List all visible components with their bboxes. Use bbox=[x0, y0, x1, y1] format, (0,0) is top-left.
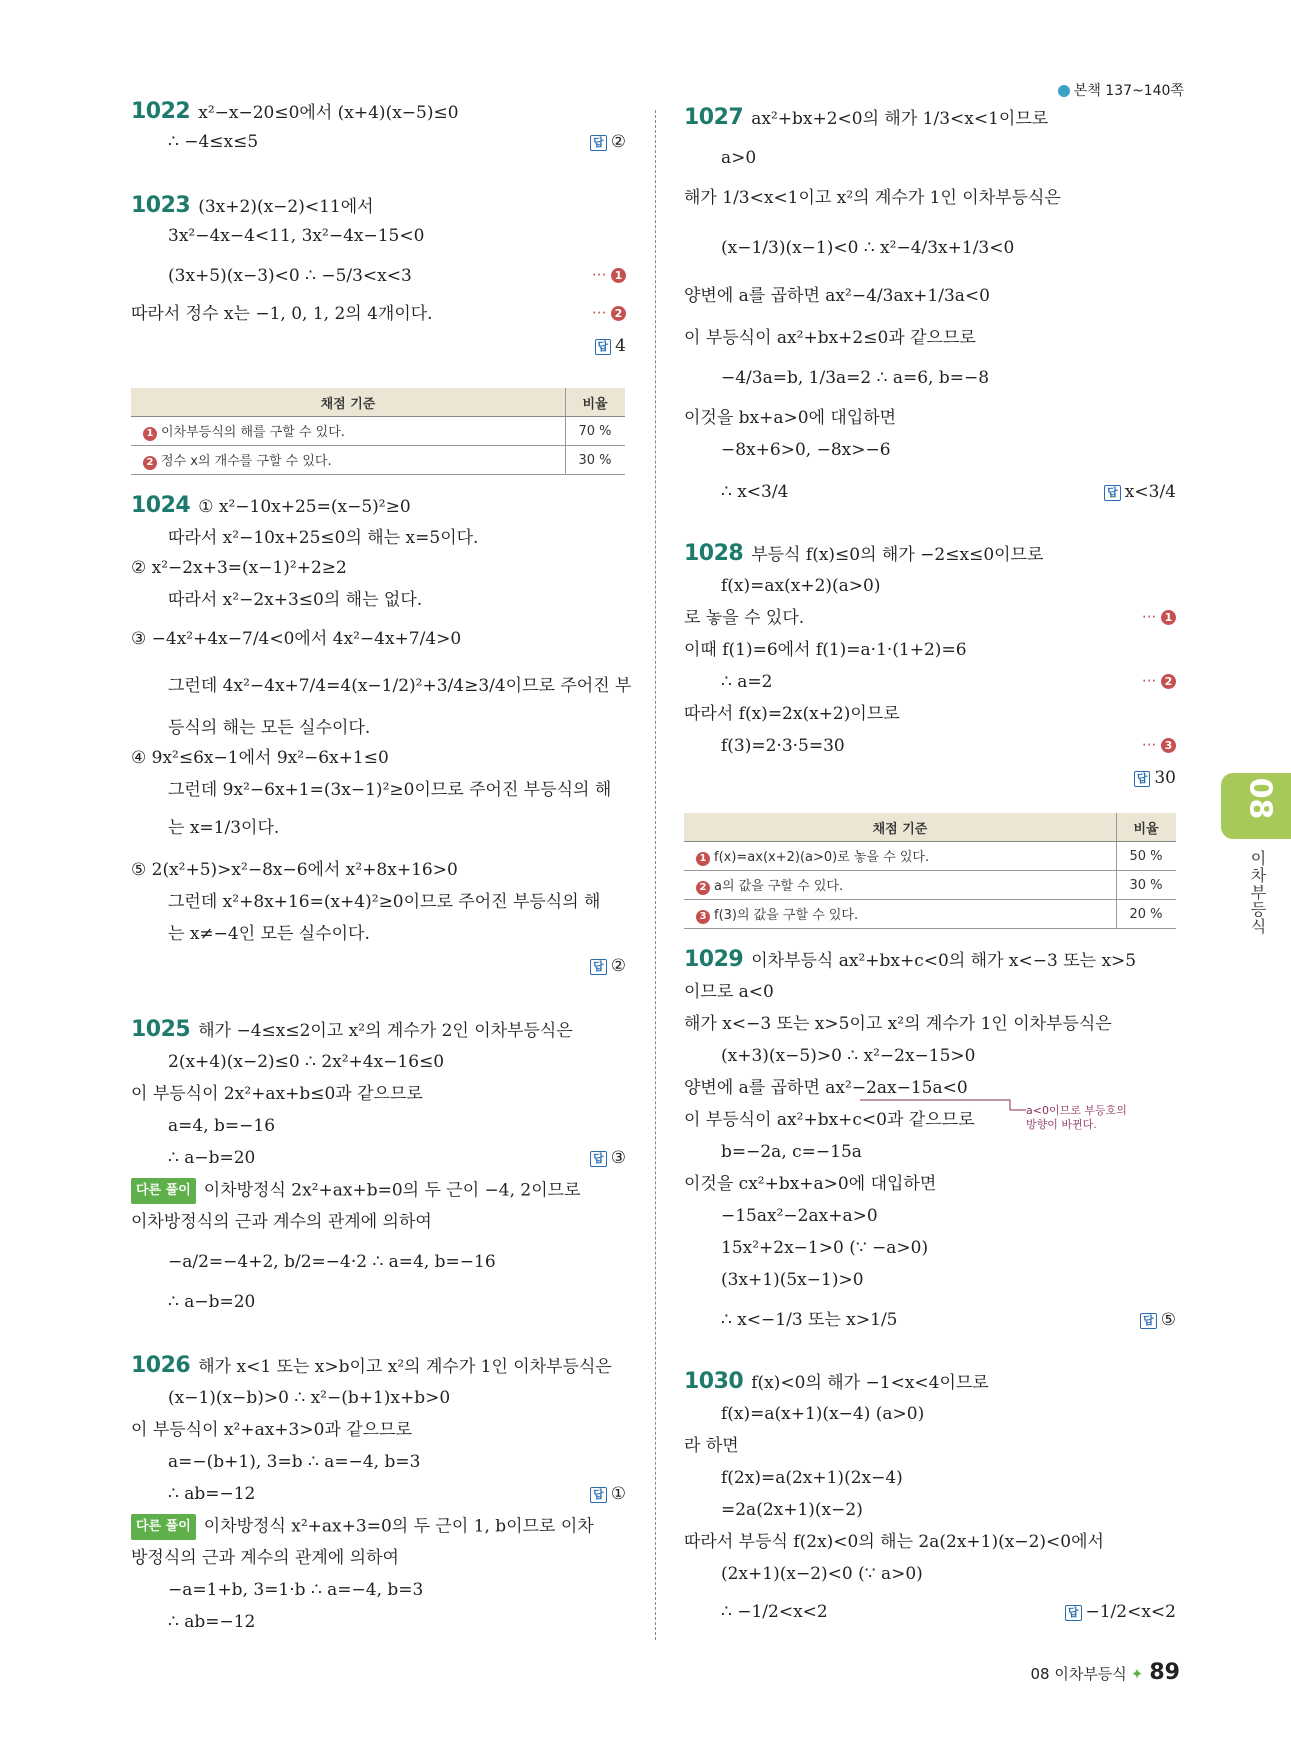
line-text: −a/2=−4+2, b/2=−4·2 ∴ a=4, b=−16 bbox=[168, 1252, 496, 1272]
line-text: 이차방정식 2x²+ax+b=0의 두 근이 −4, 2이므로 bbox=[203, 1180, 581, 1201]
solution-line bbox=[684, 438, 891, 462]
solution-line bbox=[131, 674, 631, 698]
solution-line bbox=[684, 1140, 862, 1164]
line-text: 해가 −4≤x≤2이고 x²의 계수가 2인 이차부등식은 bbox=[198, 1021, 573, 1041]
line-text: a=−(b+1), 3=b ∴ a=−4, b=3 bbox=[168, 1452, 421, 1472]
line-text: a>0 bbox=[721, 148, 757, 168]
solution-line bbox=[684, 1044, 976, 1068]
line-text: f(x)<0의 해가 −1<x<4이므로 bbox=[751, 1373, 989, 1393]
line-text: ∴ a=2 bbox=[721, 672, 773, 692]
answer-value: 4 bbox=[615, 336, 626, 356]
answer bbox=[1134, 768, 1176, 788]
problem-number: 1026 bbox=[131, 1353, 191, 1378]
solution-line bbox=[131, 1418, 412, 1442]
line-text: ∴ ab=−12 bbox=[168, 1484, 256, 1504]
solution-line bbox=[131, 1546, 399, 1570]
answer-tag: 답 bbox=[590, 959, 607, 975]
line-text: (3x+2)(x−2)<11에서 bbox=[198, 197, 374, 217]
line-text: 이차방정식 x²+ax+3=0의 두 근이 1, b이므로 이차 bbox=[203, 1516, 594, 1537]
answer-value: ① bbox=[610, 1484, 626, 1504]
chapter-number: 08 bbox=[1242, 777, 1278, 820]
line-text: 이때 f(1)=6에서 f(1)=a·1·(1+2)=6 bbox=[684, 640, 967, 660]
solution-line bbox=[131, 816, 279, 840]
line-text: ∴ a−b=20 bbox=[168, 1148, 256, 1168]
column-divider bbox=[655, 110, 656, 1640]
line-text: x²−x−20≤0에서 (x+4)(x−5)≤0 bbox=[198, 103, 459, 123]
step-marker: ··· 1 bbox=[592, 266, 626, 284]
solution-line bbox=[684, 1530, 1104, 1554]
step-number: 3 bbox=[1161, 738, 1176, 753]
solution-line bbox=[131, 1610, 255, 1634]
line-text: 그런데 4x²−4x+7/4=4(x−1/2)²+3/4≥3/4이므로 주어진 부 bbox=[168, 676, 632, 696]
step-number: 1 bbox=[143, 427, 157, 441]
line-text: 방정식의 근과 계수의 관계에 의하여 bbox=[131, 1548, 399, 1568]
answer-value: ③ bbox=[610, 1148, 626, 1168]
grading-ratio: 70 % bbox=[566, 417, 626, 446]
grading-criterion bbox=[684, 842, 1117, 871]
header-ref-text: 본책 137~140쪽 bbox=[1073, 83, 1184, 99]
line-text: 이것을 cx²+bx+a>0에 대입하면 bbox=[684, 1174, 937, 1194]
problem-number: 1027 bbox=[684, 105, 744, 130]
grading-criterion bbox=[684, 900, 1117, 929]
grading-ratio: 30 % bbox=[566, 446, 626, 475]
line-text: 따라서 부등식 f(2x)<0의 해는 2a(2x+1)(x−2)<0에서 bbox=[684, 1532, 1104, 1552]
solution-line bbox=[684, 734, 845, 758]
solution-line bbox=[684, 1434, 739, 1458]
line-text: 부등식 f(x)≤0의 해가 −2≤x≤0이므로 bbox=[751, 545, 1044, 565]
solution-line bbox=[131, 1578, 423, 1602]
line-text: 는 x≠−4인 모든 실수이다. bbox=[168, 924, 370, 944]
solution-line bbox=[131, 1386, 450, 1410]
solution-line bbox=[131, 526, 478, 550]
solution-line bbox=[131, 100, 459, 125]
line-text: ∴ ab=−12 bbox=[168, 1612, 256, 1632]
line-text: 라 하면 bbox=[684, 1436, 739, 1456]
line-text: (x+3)(x−5)>0 ∴ x²−2x−15>0 bbox=[721, 1046, 976, 1066]
grading-table-1028 bbox=[684, 813, 1176, 929]
answer bbox=[595, 336, 626, 356]
answer bbox=[1065, 1602, 1176, 1622]
line-text: 그런데 x²+8x+16=(x+4)²≥0이므로 주어진 부등식의 해 bbox=[168, 892, 601, 912]
solution-line bbox=[684, 106, 1048, 131]
solution-line bbox=[684, 1600, 828, 1624]
solution-line bbox=[131, 1082, 423, 1106]
answer-value: 30 bbox=[1154, 768, 1176, 788]
line-text: 등식의 해는 모든 실수이다. bbox=[168, 718, 371, 738]
solution-line bbox=[684, 326, 976, 350]
grading-ratio: 30 % bbox=[1117, 871, 1177, 900]
line-text: 이차부등식 ax²+bx+c<0의 해가 x<−3 또는 x>5 bbox=[751, 951, 1137, 971]
answer bbox=[590, 1148, 626, 1168]
line-text: ③ −4x²+4x−7/4<0에서 4x²−4x+7/4>0 bbox=[131, 629, 462, 649]
solution-line bbox=[684, 574, 880, 598]
footer-chapter: 08 이차부등식 bbox=[1030, 1665, 1127, 1683]
annotation-note-1029: a<0이므로 부등호의 방향이 바뀐다. bbox=[1026, 1104, 1127, 1131]
line-text: 따라서 f(x)=2x(x+2)이므로 bbox=[684, 704, 900, 724]
step-marker: ··· 2 bbox=[1142, 672, 1176, 690]
line-text: 는 x=1/3이다. bbox=[168, 818, 280, 838]
step-number: 2 bbox=[1161, 674, 1176, 689]
solution-line bbox=[131, 1514, 594, 1540]
solution-line bbox=[131, 1018, 573, 1043]
line-text: ∴ a−b=20 bbox=[168, 1292, 256, 1312]
answer bbox=[590, 956, 626, 976]
solution-line bbox=[684, 1236, 928, 1260]
solution-line bbox=[131, 778, 611, 802]
answer bbox=[1104, 482, 1176, 502]
solution-line bbox=[684, 980, 774, 1004]
grading-header-ratio: 비율 bbox=[566, 388, 626, 417]
answer-tag: 답 bbox=[590, 1151, 607, 1167]
grading-header-criteria: 채점 기준 bbox=[131, 388, 566, 417]
answer-value: ② bbox=[610, 132, 626, 152]
grading-header-criteria: 채점 기준 bbox=[684, 813, 1117, 842]
solution-line bbox=[684, 1308, 898, 1332]
solution-line bbox=[131, 1482, 255, 1506]
line-text: 이 부등식이 ax²+bx+2≤0과 같으므로 bbox=[684, 328, 976, 348]
problem-number: 1023 bbox=[131, 193, 191, 218]
line-text: ① x²−10x+25=(x−5)²≥0 bbox=[198, 497, 411, 517]
step-marker: ··· 3 bbox=[1142, 736, 1176, 754]
line-text: ② x²−2x+3=(x−1)²+2≥2 bbox=[131, 558, 347, 578]
answer-tag: 답 bbox=[590, 135, 607, 151]
solution-line bbox=[131, 922, 370, 946]
grading-row bbox=[684, 871, 1176, 900]
problem-number: 1024 bbox=[131, 493, 191, 518]
grading-criterion bbox=[684, 871, 1117, 900]
answer-value: x<3/4 bbox=[1124, 482, 1176, 502]
line-text: 그런데 9x²−6x+1=(3x−1)²≥0이므로 주어진 부등식의 해 bbox=[168, 780, 612, 800]
line-text: ax²+bx+2<0의 해가 1/3<x<1이므로 bbox=[751, 109, 1049, 129]
line-text: b=−2a, c=−15a bbox=[721, 1142, 862, 1162]
criterion-text: a의 값을 구할 수 있다. bbox=[714, 879, 844, 894]
answer-value: ② bbox=[610, 956, 626, 976]
solution-line bbox=[684, 186, 1061, 210]
line-text: ⑤ 2(x²+5)>x²−8x−6에서 x²+8x+16>0 bbox=[131, 860, 458, 880]
solution-line bbox=[131, 224, 424, 248]
solution-line bbox=[684, 1012, 1112, 1036]
problem-number: 1028 bbox=[684, 541, 744, 566]
line-text: ④ 9x²≤6x−1에서 9x²−6x+1≤0 bbox=[131, 748, 389, 768]
step-number: 1 bbox=[696, 852, 710, 866]
solution-line bbox=[684, 406, 896, 430]
step-number: 2 bbox=[696, 881, 710, 895]
solution-line bbox=[131, 1290, 255, 1314]
line-text: f(2x)=a(2x+1)(2x−4) bbox=[721, 1468, 903, 1488]
solution-line bbox=[684, 236, 1014, 260]
line-text: 양변에 a를 곱하면 ax²−2ax−15a<0 bbox=[684, 1078, 968, 1098]
step-number: 2 bbox=[611, 306, 626, 321]
line-text: 이것을 bx+a>0에 대입하면 bbox=[684, 408, 897, 428]
problem-number: 1030 bbox=[684, 1369, 744, 1394]
header-reference bbox=[1058, 80, 1184, 100]
solution-line bbox=[131, 1250, 496, 1274]
grading-table-1023 bbox=[131, 388, 625, 475]
solution-line bbox=[684, 702, 900, 726]
line-text: 해가 x<−3 또는 x>5이고 x²의 계수가 1인 이차부등식은 bbox=[684, 1014, 1112, 1034]
line-text: =2a(2x+1)(x−2) bbox=[721, 1500, 863, 1520]
answer-tag: 답 bbox=[1140, 1313, 1157, 1329]
step-marker: ··· 1 bbox=[1142, 608, 1176, 626]
solution-line bbox=[131, 302, 433, 326]
solution-line bbox=[131, 588, 422, 612]
grading-row bbox=[131, 446, 625, 475]
solution-line bbox=[131, 1146, 255, 1170]
solution-line bbox=[684, 1172, 936, 1196]
solution-line bbox=[131, 494, 411, 519]
problem-number: 1025 bbox=[131, 1017, 191, 1042]
solution-line bbox=[684, 948, 1136, 973]
solution-line bbox=[131, 1354, 612, 1379]
line-text: −15ax²−2ax+a>0 bbox=[721, 1206, 878, 1226]
answer bbox=[590, 1484, 626, 1504]
line-text: ∴ x<−1/3 또는 x>1/5 bbox=[721, 1310, 898, 1330]
chapter-tab bbox=[1221, 773, 1291, 839]
line-text: 해가 x<1 또는 x>b이고 x²의 계수가 1인 이차부등식은 bbox=[198, 1357, 612, 1377]
solution-line bbox=[131, 1050, 444, 1074]
answer-tag: 답 bbox=[1065, 1605, 1082, 1621]
solution-line bbox=[131, 1450, 420, 1474]
criterion-text: 정수 x의 개수를 구할 수 있다. bbox=[161, 454, 332, 469]
line-text: (3x+5)(x−3)<0 ∴ −5/3<x<3 bbox=[168, 266, 412, 286]
line-text: 15x²+2x−1>0 (∵ −a>0) bbox=[721, 1238, 929, 1258]
solution-line bbox=[131, 1114, 275, 1138]
solution-line bbox=[684, 606, 804, 630]
solution-line bbox=[131, 890, 600, 914]
line-text: 양변에 a를 곱하면 ax²−4/3ax+1/3a<0 bbox=[684, 286, 990, 306]
step-marker: ··· 2 bbox=[592, 304, 626, 322]
line-text: 이차방정식의 근과 계수의 관계에 의하여 bbox=[131, 1212, 432, 1232]
line-text: 이 부등식이 2x²+ax+b≤0과 같으므로 bbox=[131, 1084, 423, 1104]
grading-ratio: 20 % bbox=[1117, 900, 1177, 929]
problem-number: 1022 bbox=[131, 99, 191, 124]
solution-line bbox=[131, 1178, 581, 1204]
answer-value: −1/2<x<2 bbox=[1085, 1602, 1176, 1622]
criterion-text: 이차부등식의 해를 구할 수 있다. bbox=[161, 425, 345, 440]
answer-tag: 답 bbox=[1104, 485, 1121, 501]
line-text: ∴ x<3/4 bbox=[721, 482, 789, 502]
solution-line bbox=[131, 716, 370, 740]
answer-value: ⑤ bbox=[1160, 1310, 1176, 1330]
annotation-bracket bbox=[860, 1094, 1030, 1120]
grading-row bbox=[684, 842, 1176, 871]
line-text: 이므로 a<0 bbox=[684, 982, 774, 1002]
grading-row bbox=[684, 900, 1176, 929]
solution-line bbox=[131, 746, 389, 770]
line-text: ∴ −1/2<x<2 bbox=[721, 1602, 828, 1622]
solution-line bbox=[131, 1210, 432, 1234]
step-number: 1 bbox=[611, 268, 626, 283]
solution-line bbox=[684, 146, 756, 170]
line-text: ∴ −4≤x≤5 bbox=[168, 132, 259, 152]
solution-line bbox=[684, 1402, 924, 1426]
solution-line bbox=[131, 556, 347, 580]
alt-solution-badge: 다른 풀이 bbox=[131, 1178, 196, 1204]
line-text: −a=1+b, 3=1·b ∴ a=−4, b=3 bbox=[168, 1580, 424, 1600]
page-number: 89 bbox=[1149, 1660, 1180, 1685]
line-text: 로 놓을 수 있다. bbox=[684, 608, 805, 628]
step-number: 2 bbox=[143, 456, 157, 470]
step-number: 3 bbox=[696, 910, 710, 924]
answer-tag: 답 bbox=[1134, 771, 1151, 787]
line-text: (3x+1)(5x−1)>0 bbox=[721, 1270, 864, 1290]
line-text: (x−1)(x−b)>0 ∴ x²−(b+1)x+b>0 bbox=[168, 1388, 451, 1408]
grading-criterion bbox=[131, 446, 566, 475]
line-text: f(3)=2·3·5=30 bbox=[721, 736, 845, 756]
solution-line bbox=[684, 1466, 903, 1490]
diamond-icon: ✦ bbox=[1130, 1665, 1144, 1683]
grading-ratio: 50 % bbox=[1117, 842, 1177, 871]
solution-line bbox=[131, 627, 461, 651]
solution-line bbox=[131, 194, 374, 219]
criterion-text: f(x)=ax(x+2)(a>0)로 놓을 수 있다. bbox=[714, 850, 930, 865]
solution-line bbox=[684, 1498, 863, 1522]
criterion-text: f(3)의 값을 구할 수 있다. bbox=[714, 908, 859, 923]
bullet-icon bbox=[1058, 85, 1070, 97]
answer bbox=[590, 132, 626, 152]
solution-line bbox=[684, 542, 1043, 567]
line-text: f(x)=a(x+1)(x−4) (a>0) bbox=[721, 1404, 925, 1424]
answer-tag: 답 bbox=[595, 339, 612, 355]
grading-criterion bbox=[131, 417, 566, 446]
solution-line bbox=[684, 670, 772, 694]
line-text: −8x+6>0, −8x>−6 bbox=[721, 440, 891, 460]
line-text: f(x)=ax(x+2)(a>0) bbox=[721, 576, 881, 596]
line-text: 3x²−4x−4<11, 3x²−4x−15<0 bbox=[168, 226, 425, 246]
line-text: a=4, b=−16 bbox=[168, 1116, 276, 1136]
answer-tag: 답 bbox=[590, 1487, 607, 1503]
solution-line bbox=[684, 1268, 864, 1292]
grading-header-ratio: 비율 bbox=[1117, 813, 1177, 842]
solution-line bbox=[131, 858, 458, 882]
line-text: −4/3a=b, 1/3a=2 ∴ a=6, b=−8 bbox=[721, 368, 990, 388]
solution-line bbox=[684, 638, 967, 662]
step-number: 1 bbox=[1161, 610, 1176, 625]
solution-line bbox=[131, 264, 412, 288]
solution-line bbox=[684, 1562, 923, 1586]
line-text: 해가 1/3<x<1이고 x²의 계수가 1인 이차부등식은 bbox=[684, 188, 1061, 208]
solution-line bbox=[684, 1370, 989, 1395]
solution-line bbox=[684, 1204, 878, 1228]
line-text: 2(x+4)(x−2)≤0 ∴ 2x²+4x−16≤0 bbox=[168, 1052, 445, 1072]
line-text: (x−1/3)(x−1)<0 ∴ x²−4/3x+1/3<0 bbox=[721, 238, 1015, 258]
line-text: 이 부등식이 x²+ax+3>0과 같으므로 bbox=[131, 1420, 412, 1440]
solution-line bbox=[684, 480, 788, 504]
solution-line bbox=[684, 284, 990, 308]
chapter-side-label: 이차부등식 bbox=[1248, 850, 1267, 935]
line-text: 따라서 x²−10x+25≤0의 해는 x=5이다. bbox=[168, 528, 479, 548]
solution-line bbox=[131, 130, 258, 154]
line-text: 따라서 x²−2x+3≤0의 해는 없다. bbox=[168, 590, 423, 610]
alt-solution-badge: 다른 풀이 bbox=[131, 1514, 196, 1540]
line-text: 이 부등식이 ax²+bx+c<0과 같으므로 bbox=[684, 1110, 975, 1130]
answer bbox=[1140, 1310, 1176, 1330]
line-text: 따라서 정수 x는 −1, 0, 1, 2의 4개이다. bbox=[131, 304, 433, 324]
problem-number: 1029 bbox=[684, 947, 744, 972]
solution-line bbox=[684, 366, 989, 390]
grading-row bbox=[131, 417, 625, 446]
line-text: (2x+1)(x−2)<0 (∵ a>0) bbox=[721, 1564, 923, 1584]
page-footer bbox=[1030, 1660, 1180, 1685]
